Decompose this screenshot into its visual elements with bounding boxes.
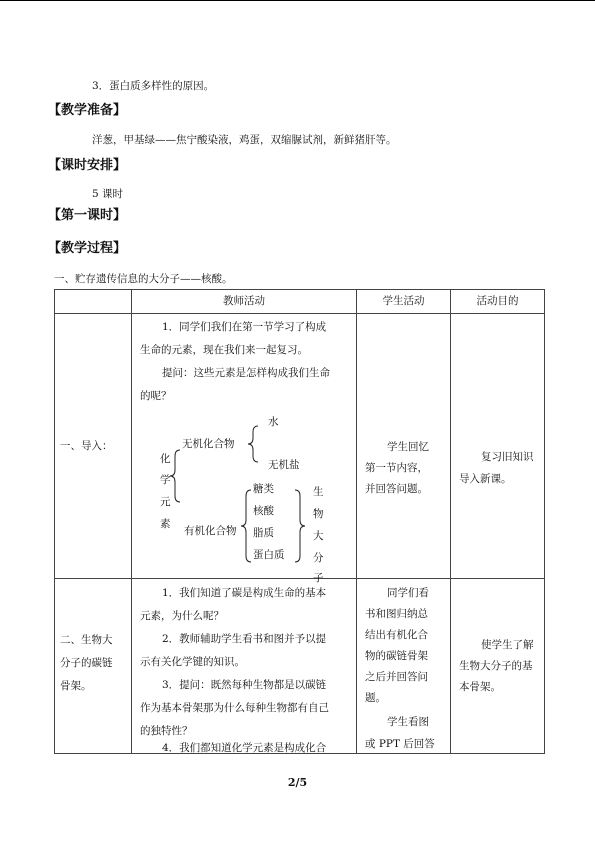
part-title: 一、贮存遗传信息的大分子——核酸。 (54, 273, 233, 285)
row2-purpose-cell (451, 578, 545, 753)
organic-brace (241, 490, 251, 562)
page-number: 2/5 (287, 776, 308, 789)
bio-char: 大 (313, 529, 324, 542)
bio-char: 生 (313, 485, 324, 498)
student-line: 书和图归纳总 (365, 607, 428, 620)
student-line: 之后并回答问 (365, 670, 428, 683)
purpose-line: 使学生了解 (481, 638, 534, 651)
student-line: 学生回忆 (387, 440, 429, 453)
row2-student-cell (357, 578, 451, 753)
inorganic-brace (248, 426, 258, 462)
teacher-line: 的呢？ (140, 389, 172, 402)
bio-char: 子 (313, 571, 324, 584)
row2-label-line: 分子的碳链 (60, 656, 113, 669)
organic-item: 核酸 (253, 504, 274, 517)
purpose-line: 导入新课。 (459, 472, 512, 485)
organic-label: 有机化合物 (184, 524, 237, 537)
header-rule (0, 0, 595, 1)
list-item-3: 3．蛋白质多样性的原因。 (92, 80, 215, 92)
root-char: 元 (160, 495, 171, 508)
bio-char: 物 (313, 507, 324, 520)
row2-teacher-cell (132, 578, 357, 753)
header-cell-empty (55, 290, 132, 314)
teacher-line: 作为基本骨架那为什么每种生物都有自己 (140, 701, 329, 714)
lesson-table (54, 289, 545, 754)
teacher-line: 1．同学们我们在第一节学习了构成 (162, 320, 327, 333)
student-line: 结出有机化合 (365, 628, 428, 641)
process-heading: 【教学过程】 (48, 241, 127, 256)
row1-label-cell (55, 313, 132, 578)
schedule-heading: 【课时安排】 (48, 158, 127, 173)
header-purpose: 活动目的 (451, 290, 545, 314)
student-line: 物的碳链骨架 (365, 649, 428, 662)
teacher-line: 3．提问：既然每种生物都是以碳链 (162, 678, 327, 691)
teacher-line: 元素，为什么呢？ (140, 609, 224, 622)
purpose-line: 本骨架。 (459, 680, 501, 693)
student-line: 同学们看 (387, 586, 429, 599)
teacher-line: 提问：这些元素是怎样构成我们生命 (162, 366, 330, 379)
teacher-line: 4．我们都知道化学元素是构成化合 (162, 741, 327, 754)
row1-label: 一、导入： (60, 439, 113, 452)
row1-student-cell (357, 313, 451, 578)
teacher-line: 的独特性？ (140, 724, 193, 737)
student-line: 并回答问题。 (365, 482, 428, 495)
header-student: 学生活动 (357, 290, 451, 314)
schedule-text: 5 课时 (92, 188, 124, 200)
row1-teacher-cell (132, 313, 357, 584)
purpose-line: 复习旧知识 (481, 450, 534, 463)
student-line: 第一节内容， (365, 461, 428, 474)
bio-char: 分 (313, 551, 324, 564)
root-char: 素 (160, 517, 171, 530)
teacher-line: 生命的元素，现在我们来一起复习。 (140, 343, 308, 356)
row1-purpose-cell (451, 313, 545, 578)
teacher-line: 示有关化学键的知识。 (140, 655, 245, 668)
table-row (55, 578, 545, 753)
student-line: 题。 (365, 691, 386, 704)
purpose-line: 生物大分子的基 (459, 659, 533, 672)
student-line: 学生看图 (387, 715, 429, 728)
table-row (55, 313, 545, 578)
salt-label: 无机盐 (268, 458, 300, 471)
row2-label-cell (55, 578, 132, 753)
root-char: 化 (160, 452, 171, 465)
table-header-row (55, 290, 545, 314)
prep-text: 洋葱，甲基绿——焦宁酸染液，鸡蛋，双缩脲试剂，新鲜猪肝等。 (92, 134, 397, 146)
row2-label-line: 骨架。 (60, 679, 92, 692)
lesson-heading: 【第一课时】 (48, 208, 127, 223)
water-label: 水 (268, 415, 279, 428)
organic-item: 蛋白质 (253, 548, 285, 561)
teacher-line: 2．教师辅助学生看书和图并予以提 (162, 632, 327, 645)
root-brace (170, 450, 180, 502)
inorganic-label: 无机化合物 (182, 437, 235, 450)
header-teacher: 教师活动 (132, 290, 357, 314)
organic-item: 糖类 (253, 482, 274, 495)
root-char: 学 (160, 473, 171, 486)
organic-item: 脂质 (253, 526, 274, 539)
bio-brace (295, 490, 305, 562)
teacher-line: 1．我们知道了碳是构成生命的基本 (162, 586, 327, 599)
student-line: 或 PPT 后回答 (365, 737, 435, 750)
prep-heading: 【教学准备】 (48, 103, 127, 118)
row2-label-line: 二、生物大 (60, 633, 113, 646)
